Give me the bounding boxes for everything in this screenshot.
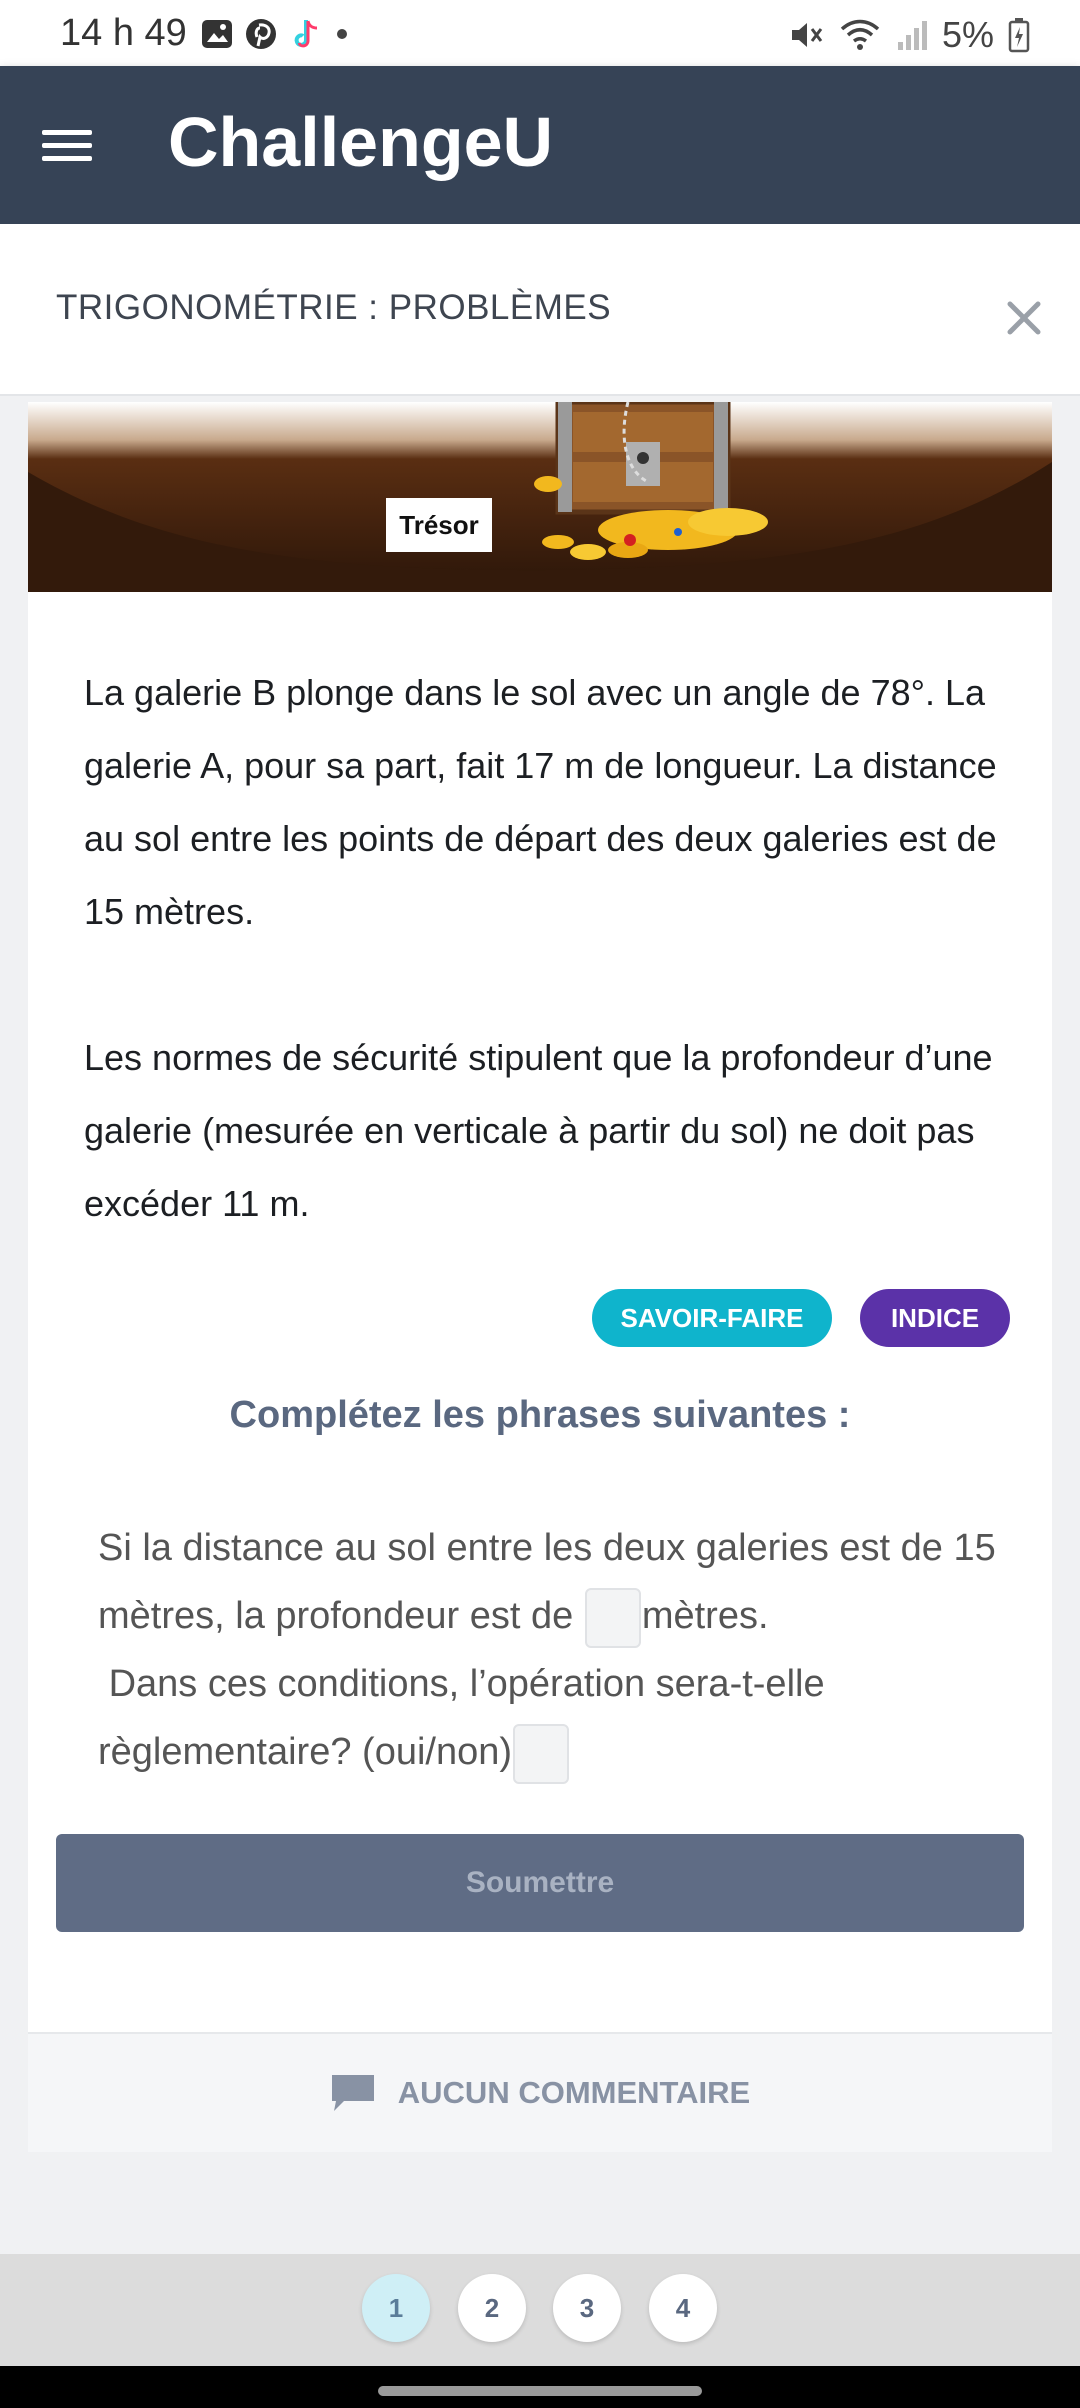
home-gesture-handle[interactable] (378, 2386, 702, 2396)
hamburger-icon (38, 116, 96, 174)
depth-input[interactable] (585, 1588, 641, 1648)
mute-icon (788, 17, 824, 53)
exercise-card (28, 402, 1052, 2152)
status-time: 14 h 49 (60, 12, 187, 54)
problem-paragraph: La galerie B plonge dans le sol avec un angle de 78°. La galerie A, pour sa part, fait 17 m de longueur. La distance au sol entre les points de départ des deux galeries est de 15 mètres. (84, 672, 997, 932)
question-prompt: Complétez les phrases suivantes : (229, 1394, 851, 1436)
savoir-faire-button[interactable]: SAVOIR-FAIRE (592, 1289, 832, 1347)
battery-icon (1008, 17, 1030, 53)
problem-paragraph: Les normes de sécurité stipulent que la profondeur d’une galerie (mesurée en verticale à partir du sol) ne doit pas excéder 11 m. (84, 1037, 993, 1224)
fill-in-sentence (98, 1514, 998, 1786)
problem-text (84, 656, 1024, 1240)
status-bar (0, 0, 1080, 66)
close-button[interactable] (996, 290, 1052, 346)
system-nav-bar (0, 2366, 1080, 2408)
page-button-4[interactable]: 4 (649, 2274, 717, 2342)
tiktok-icon (288, 16, 322, 52)
page-button-3[interactable]: 3 (553, 2274, 621, 2342)
app-bar (0, 66, 1080, 224)
banner-label: Trésor (386, 498, 492, 552)
page-button-1[interactable]: 1 (362, 2274, 430, 2342)
sentence-text: mètres. (641, 1595, 769, 1637)
pagination (0, 2254, 1080, 2366)
hint-button[interactable]: INDICE (860, 1289, 1010, 1347)
system-status (788, 14, 1030, 56)
menu-button[interactable] (38, 116, 96, 174)
sentence-text: Dans ces conditions, l’opération sera-t-elle règlementaire? (oui/non) (98, 1663, 825, 1773)
exercise-header (0, 224, 1080, 396)
exercise-title: TRIGONOMÉTRIE : PROBLÈMES (56, 288, 612, 327)
comments-label: AUCUN COMMENTAIRE (397, 2075, 751, 2110)
page-button-2[interactable]: 2 (458, 2274, 526, 2342)
battery-percent: 5% (941, 14, 994, 55)
close-icon (996, 290, 1052, 346)
submit-button[interactable]: Soumettre (56, 1834, 1024, 1932)
sentence-text: Si la distance au sol entre les deux galeries est de 15 mètres, la profondeur est de (98, 1527, 996, 1637)
signal-icon (896, 18, 928, 52)
notification-icons (200, 16, 352, 52)
comments-section[interactable] (28, 2032, 1052, 2152)
treasure-chest-icon (28, 402, 1052, 592)
comment-icon (330, 2073, 376, 2113)
pinterest-icon (244, 17, 278, 51)
wifi-icon (838, 17, 882, 53)
gallery-icon (200, 17, 234, 51)
dot-icon (332, 17, 352, 51)
app-title: ChallengeU (168, 103, 554, 181)
compliance-input[interactable] (513, 1724, 569, 1784)
treasure-banner (28, 402, 1052, 592)
